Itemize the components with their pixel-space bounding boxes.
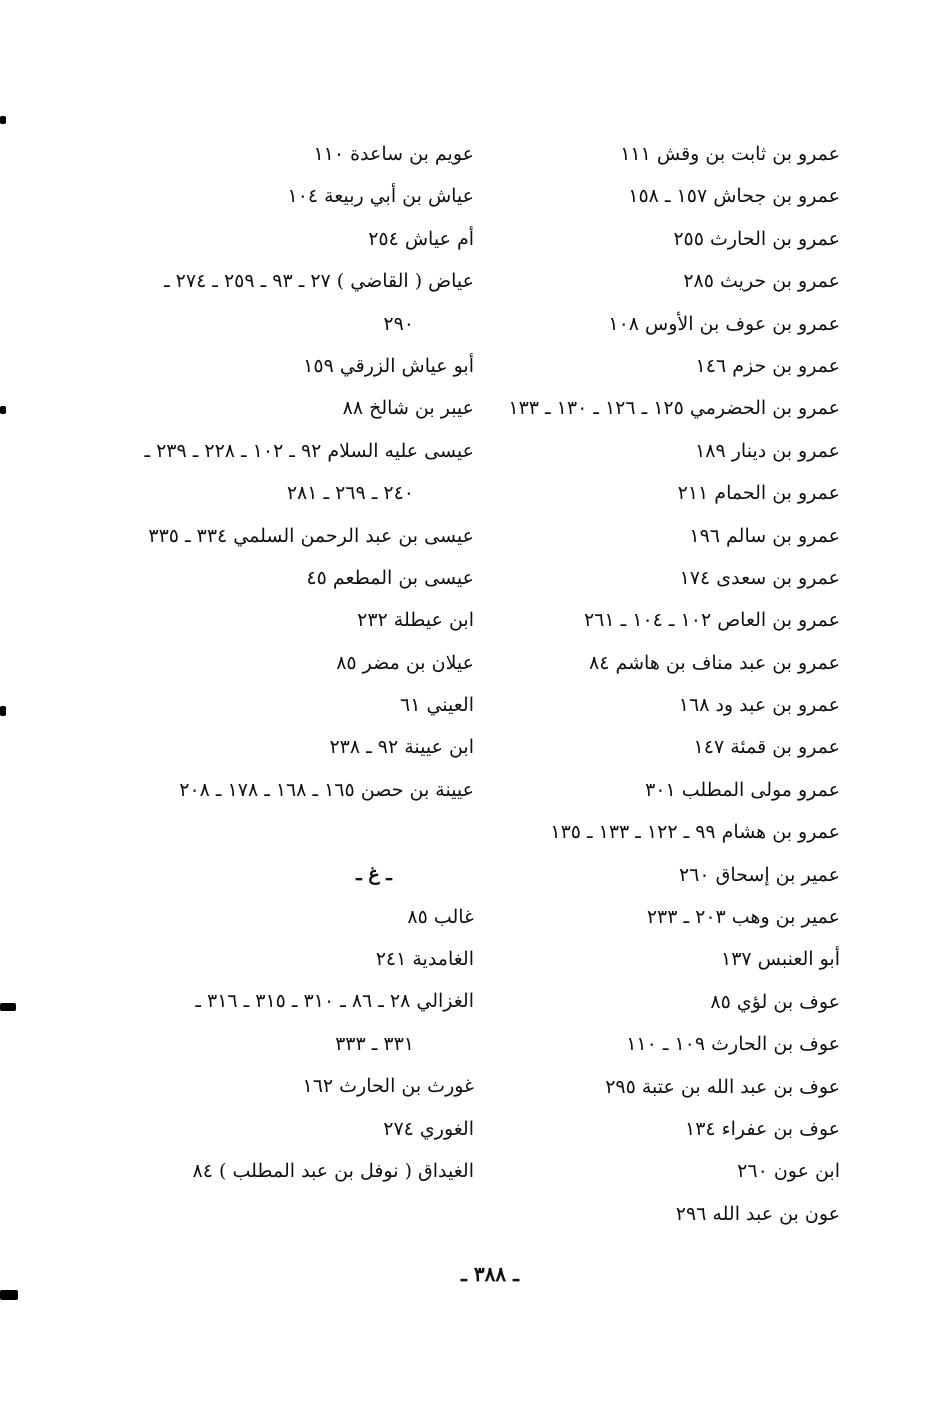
index-entry: العيني ٦١: [400, 694, 474, 717]
index-entry: عيبر بن شالخ ٨٨: [342, 397, 474, 420]
index-entry-continuation: ٢٤٠ ـ ٢٦٩ ـ ٢٨١: [286, 482, 414, 505]
index-entry: عوف بن لؤي ٨٥: [710, 990, 840, 1013]
index-entry: عيلان بن مضر ٨٥: [336, 651, 474, 674]
index-entry: عويم بن ساعدة ١١٠: [313, 143, 474, 165]
index-entry: عمرو بن دينار ١٨٩: [695, 439, 840, 462]
index-entry: عمرو بن سعدى ١٧٤: [679, 566, 840, 589]
index-entry-continuation: ٢٩٠: [383, 312, 414, 335]
page-number: ـ ٣٨٨ ـ: [461, 1262, 519, 1286]
index-entry: الغزالي ٢٨ ـ ٨٦ ـ ٣١٠ ـ ٣١٥ ـ ٣١٦ ـ: [195, 990, 474, 1013]
index-entry: عيينة بن حصن ١٦٥ ـ ١٦٨ ـ ١٧٨ ـ ٢٠٨: [179, 778, 474, 801]
index-entry: عمرو بن عبد ود ١٦٨: [678, 694, 840, 717]
index-entry: عمرو مولى المطلب ٣٠١: [645, 778, 840, 801]
scan-edge-mark: [0, 1290, 18, 1300]
index-entry-continuation: ٣٣١ ـ ٣٣٣: [335, 1032, 414, 1055]
scan-edge-mark: [0, 1003, 16, 1011]
index-entry: عياش بن أبي ربيعة ١٠٤: [287, 185, 474, 208]
scan-edge-mark: [0, 706, 6, 716]
index-entry: عمرو بن الحارث ٢٥٥: [673, 227, 840, 250]
index-entry: الغيداق ( نوفل بن عبد المطلب ) ٨٤: [192, 1159, 474, 1182]
index-entry: أبو عياش الزرقي ١٥٩: [303, 354, 474, 377]
index-entry: عيسى عليه السلام ٩٢ ـ ١٠٢ ـ ٢٢٨ ـ ٢٣٩ ـ: [144, 439, 474, 462]
index-column-right: [460, 133, 840, 1235]
index-entry: أبو العنبس ١٣٧: [720, 948, 840, 971]
index-entry: عمرو بن جحاش ١٥٧ ـ ١٥٨: [628, 185, 840, 208]
index-entry: عمرو بن العاص ١٠٢ ـ ١٠٤ ـ ٢٦١: [583, 609, 840, 632]
index-entry: عمرو بن قمئة ١٤٧: [693, 736, 840, 759]
index-entry: غالب ٨٥: [407, 905, 474, 928]
index-entry: عوف بن عفراء ١٣٤: [685, 1117, 840, 1140]
index-entry: عيسى بن عبد الرحمن السلمي ٣٣٤ ـ ٣٣٥: [148, 524, 474, 547]
index-entry: الغامدية ٢٤١: [375, 948, 474, 971]
scan-edge-mark: [0, 116, 6, 124]
index-column-left: [114, 133, 474, 1192]
index-entry: ابن عون ٢٦٠: [737, 1160, 840, 1183]
index-entry: عيسى بن المطعم ٤٥: [306, 566, 474, 589]
index-entry: عوف بن الحارث ١٠٩ ـ ١١٠: [626, 1033, 840, 1056]
index-entry: عمرو بن عوف بن الأوس ١٠٨: [608, 312, 840, 335]
index-entry: عمرو بن سالم ١٩٦: [689, 524, 840, 547]
index-entry: ابن عيطلة ٢٣٢: [357, 609, 474, 632]
index-entry: عمير بن وهب ٢٠٣ ـ ٢٣٣: [646, 906, 840, 929]
index-entry: غورث بن الحارث ١٦٢: [302, 1075, 474, 1098]
index-entry: عوف بن عبد الله بن عتبة ٢٩٥: [605, 1075, 840, 1098]
index-entry: عمرو بن الحمام ٢١١: [677, 482, 840, 505]
index-entry: عمرو بن ثابت بن وقش ١١١: [620, 143, 840, 165]
scan-edge-mark: [0, 406, 6, 414]
index-entry: عمرو بن عبد مناف بن هاشم ٨٤: [589, 651, 840, 674]
index-entry: أم عياش ٢٥٤: [368, 227, 474, 250]
index-entry: عون بن عبد الله ٢٩٦: [675, 1202, 840, 1225]
index-entry: عمرو بن حزم ١٤٦: [695, 354, 840, 377]
index-entry: عمير بن إسحاق ٢٦٠: [678, 863, 840, 886]
index-entry: ابن عيينة ٩٢ ـ ٢٣٨: [329, 736, 474, 759]
section-spacer: [114, 811, 474, 853]
index-entry: عياض ( القاضي ) ٢٧ ـ ٩٣ ـ ٢٥٩ ـ ٢٧٤ ـ: [164, 270, 474, 293]
index-entry: الغوري ٢٧٤: [383, 1117, 474, 1140]
section-heading-ghain: ـ غ ـ: [356, 863, 392, 886]
index-entry: عمرو بن هشام ٩٩ ـ ١٢٢ ـ ١٣٣ ـ ١٣٥: [550, 821, 840, 844]
index-entry: عمرو بن الحضرمي ١٢٥ ـ ١٢٦ ـ ١٣٠ ـ ١٣٣: [508, 397, 840, 420]
index-entry: عمرو بن حريث ٢٨٥: [683, 270, 840, 293]
